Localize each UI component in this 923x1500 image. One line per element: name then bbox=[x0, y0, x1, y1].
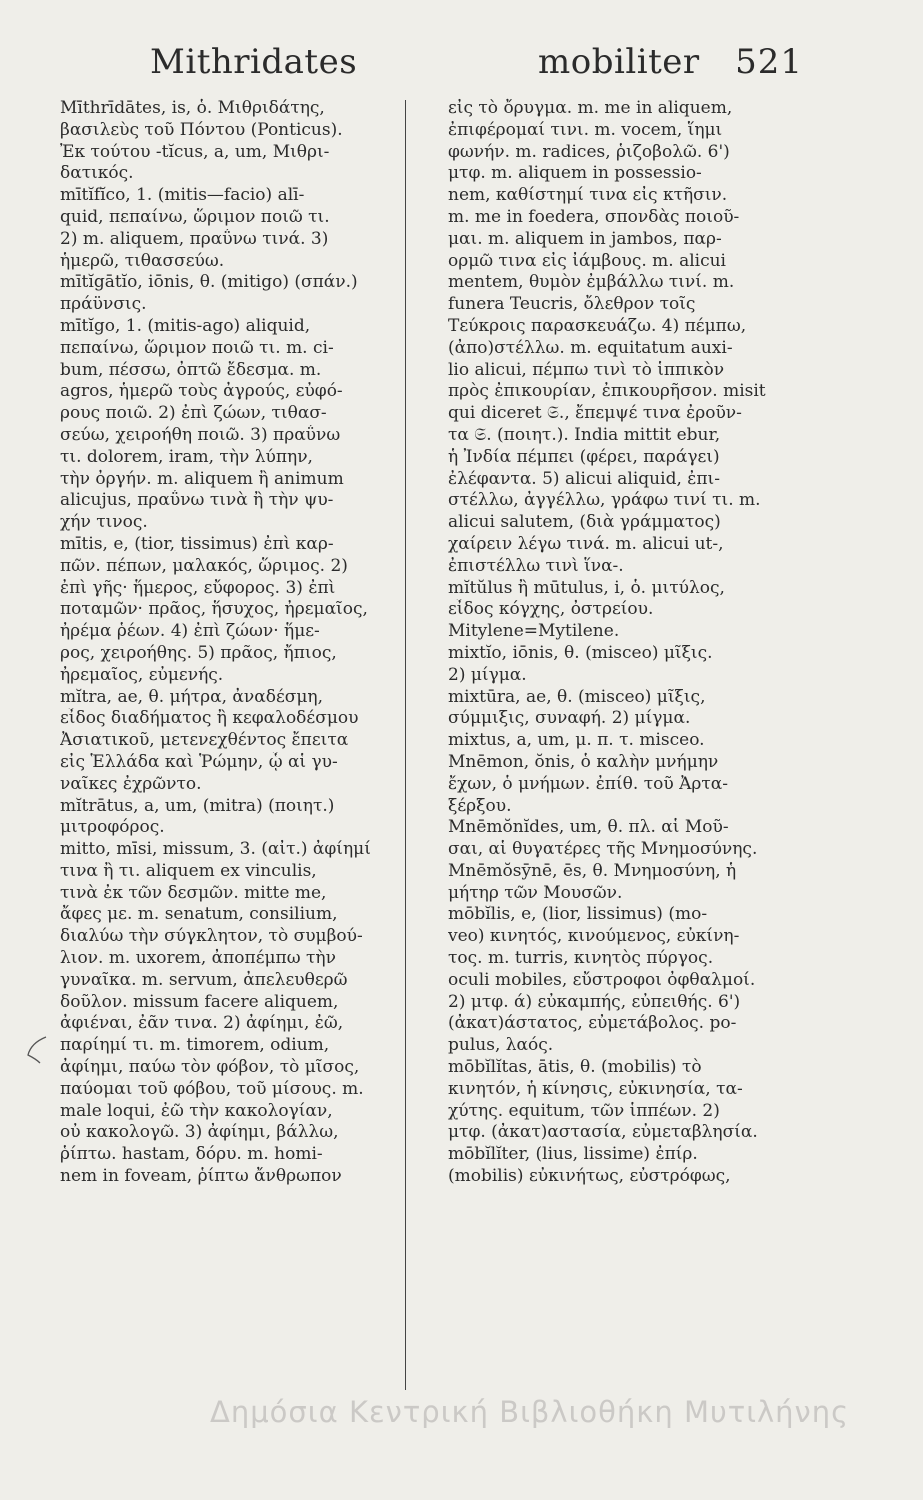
right-column-line: εἶδος κόγχης, ὀστρείου. bbox=[448, 599, 654, 620]
right-column-line: m. me in foedera, σπονδὰς ποιοῦ- bbox=[448, 206, 740, 227]
left-column-line: τινα ἢ τι. aliquem ex vinculis, bbox=[60, 860, 317, 881]
right-column-line: ξέρξου. bbox=[448, 795, 512, 816]
right-column-line: ἔχων, ὁ μνήμων. ἐπίθ. τοῦ Ἀρτα- bbox=[448, 773, 728, 794]
left-column-line: mītĭgo, 1. (mitis-ago) aliquid, bbox=[60, 315, 311, 336]
left-column-line: ἀφιέναι, ἐᾶν τινα. 2) ἀφίημι, ἐῶ, bbox=[60, 1013, 344, 1034]
right-column-line: ορμῶ τινα εἰς ἰάμβους. m. alicui bbox=[448, 250, 726, 271]
right-column-line: χύτης. equitum, τῶν ἱππέων. 2) bbox=[448, 1100, 720, 1121]
right-column-line: σαι, αἱ θυγατέρες τῆς Μνημοσύνης. bbox=[448, 839, 758, 860]
right-column-line: μήτηρ τῶν Μουσῶν. bbox=[448, 882, 623, 903]
right-column-line: funera Teucris, ὄλεθρον τοῖς bbox=[448, 294, 696, 315]
left-column-line: mĭtrātus, a, um, (mitra) (ποιητ.) bbox=[60, 795, 335, 816]
left-column-line: τι. dolorem, iram, τὴν λύπην, bbox=[60, 446, 313, 467]
left-column-line: quid, πεπαίνω, ὥριμον ποιῶ τι. bbox=[60, 206, 330, 227]
left-column-line: εἶδος διαδήματος ἢ κεφαλοδέσμου bbox=[60, 708, 359, 729]
left-column-line: παρίημί τι. m. timorem, odium, bbox=[60, 1035, 330, 1056]
header-last-entry: mobiliter bbox=[538, 42, 700, 82]
right-column-line: alicui salutem, (διὰ γράμματος) bbox=[448, 512, 721, 533]
left-column-line: μιτροφόρος. bbox=[60, 817, 165, 838]
right-column-line: μτφ. m. aliquem in possessio- bbox=[448, 163, 702, 184]
left-column-line: οὐ κακολογῶ. 3) ἀφίημι, βάλλω, bbox=[60, 1122, 339, 1143]
left-column-line: alicujus, πραΰνω τινὰ ἢ τὴν ψυ- bbox=[60, 490, 334, 511]
left-column-line: βασιλεὺς τοῦ Πόντου (Ponticus). bbox=[60, 119, 343, 140]
right-column-line: (ἀκατ)άστατος, εὐμετάβολος. po- bbox=[448, 1013, 737, 1034]
header-first-entry: Mithridates bbox=[150, 42, 358, 82]
right-column-line: Τεύκροις παρασκευάζω. 4) πέμπω, bbox=[448, 315, 747, 336]
right-column-line: mixtus, a, um, μ. π. τ. misceo. bbox=[448, 730, 705, 751]
right-column-line: pulus, λαός. bbox=[448, 1035, 554, 1056]
left-column-line: τὴν ὀργήν. m. aliquem ἢ animum bbox=[60, 468, 344, 489]
left-column-line: male loqui, ἐῶ τὴν κακολογίαν, bbox=[60, 1100, 333, 1121]
right-column-line: veo) κινητός, κινούμενος, εὐκίνη- bbox=[448, 926, 740, 947]
right-column-line: Mnēmŏsȳnē, ēs, θ. Μνημοσύνη, ἡ bbox=[448, 860, 737, 881]
left-column-line: διαλύω τὴν σύγκλητον, τὸ συμβού- bbox=[60, 926, 363, 947]
right-column-line: mixtĭo, iōnis, θ. (misceo) μῖξις. bbox=[448, 642, 713, 663]
left-column-line: πεπαίνω, ὥριμον ποιῶ τι. m. ci- bbox=[60, 337, 334, 358]
right-column-line: mōbĭlĭtas, ātis, θ. (mobilis) τὸ bbox=[448, 1057, 702, 1078]
right-column-line: μαι. m. aliquem in jambos, παρ- bbox=[448, 228, 722, 249]
right-column-line: (ἀπο)στέλλω. m. equitatum auxi- bbox=[448, 337, 733, 358]
page-number: 521 bbox=[735, 42, 803, 82]
right-column-line: mixtūra, ae, θ. (misceo) μῖξις, bbox=[448, 686, 706, 707]
right-column-line: εἰς τὸ ὄρυγμα. m. me in aliquem, bbox=[448, 98, 733, 118]
right-column bbox=[448, 98, 798, 1398]
left-column-line: γυναῖκα. m. servum, ἀπελευθερῶ bbox=[60, 969, 348, 990]
right-column-line: lio alicui, πέμπω τινὶ τὸ ἱππικὸν bbox=[448, 359, 725, 380]
page-header bbox=[110, 42, 803, 92]
right-column-line: ἐπιφέρομαί τινι. m. vocem, ἵημι bbox=[448, 119, 723, 140]
left-column-line: bum, πέσσω, ὀπτῶ ἔδεσμα. m. bbox=[60, 359, 322, 380]
left-column-line: ποταμῶν· πρᾶος, ἥσυχος, ἠρεμαῖος, bbox=[60, 599, 368, 620]
left-column-line: ἠρέμα ῥέων. 4) ἐπὶ ζώων· ἥμε- bbox=[60, 621, 320, 642]
right-column-line: τα 𝔖. (ποιητ.). India mittit ebur, bbox=[448, 424, 721, 445]
left-column-line: agros, ἡμερῶ τοὺς ἀγρούς, εὐφό- bbox=[60, 381, 343, 402]
left-column-line: Ἐκ τούτου -tĭcus, a, um, Μιθρι- bbox=[60, 141, 330, 162]
right-column-line: κινητόν, ἡ κίνησις, εὐκινησία, τα- bbox=[448, 1078, 743, 1099]
left-column-line: mītĭfĭco, 1. (mitis—facio) alī- bbox=[60, 185, 305, 206]
left-column-line: mītis, e, (tior, tissimus) ἐπὶ καρ- bbox=[60, 533, 334, 554]
right-column-line: πρὸς ἐπικουρίαν, ἐπικουρῆσον. misit bbox=[448, 381, 766, 402]
right-column-line: Mnēmŏnĭdes, um, θ. πλ. αἱ Μοῦ- bbox=[448, 817, 729, 838]
left-column bbox=[60, 98, 400, 1398]
right-column-line: σύμμιξις, συναφή. 2) μίγμα. bbox=[448, 708, 691, 729]
right-column-line: στέλλω, ἀγγέλλω, γράφω τινί τι. m. bbox=[448, 490, 761, 511]
left-column-line: ρος, χειροήθης. 5) πρᾶος, ἤπιος, bbox=[60, 642, 337, 663]
left-column-line: τινὰ ἐκ τῶν δεσμῶν. mitte me, bbox=[60, 882, 327, 903]
left-column-line: εἰς Ἑλλάδα καὶ Ῥώμην, ᾧ αἱ γυ- bbox=[60, 751, 338, 772]
right-column-line: oculi mobiles, εὔστροφοι ὀφθαλμοί. bbox=[448, 969, 756, 990]
right-column-line: mĭtŭlus ἢ mūtulus, i, ὁ. μιτύλος, bbox=[448, 577, 725, 598]
left-column-line: πῶν. πέπων, μαλακός, ὥριμος. 2) bbox=[60, 555, 348, 576]
library-watermark: Δημόσια Κεντρική Βιβλιοθήκη Μυτιλήνης bbox=[210, 1395, 850, 1429]
left-column-line: mītĭgātĭo, iōnis, θ. (mitigo) (σπάν.) bbox=[60, 272, 358, 293]
right-column-line: mōbĭlis, e, (lior, lissimus) (mo- bbox=[448, 904, 708, 925]
left-column-line: δατικός. bbox=[60, 163, 134, 184]
left-column-line: ῥίπτω. hastam, δόρυ. m. homi- bbox=[60, 1144, 323, 1165]
left-column-line: σεύω, χειροήθη ποιῶ. 3) πραΰνω bbox=[60, 424, 341, 445]
left-column-line: πράϋνσις. bbox=[60, 294, 147, 315]
right-column-line: mentem, θυμὸν ἐμβάλλω τινί. m. bbox=[448, 272, 735, 293]
right-column-line: Mitylene=Mytilene. bbox=[448, 621, 620, 642]
handwritten-mark-icon bbox=[22, 1035, 52, 1065]
left-column-line: mitto, mīsi, missum, 3. (αἰτ.) ἀφίημί bbox=[60, 839, 371, 860]
left-column-line: ἠρεμαῖος, εὐμενής. bbox=[60, 664, 224, 685]
right-column-line: ἡ Ἰνδία πέμπει (φέρει, παράγει) bbox=[448, 446, 720, 467]
right-column-line: 2) μίγμα. bbox=[448, 664, 527, 685]
right-column-line: φωνήν. m. radices, ῥιζοβολῶ. 6') bbox=[448, 141, 730, 162]
left-column-line: ναῖκες ἐχρῶντο. bbox=[60, 773, 202, 794]
right-column-line: ἐπιστέλλω τινὶ ἵνα-. bbox=[448, 555, 624, 576]
column-divider bbox=[405, 100, 406, 1390]
left-column-line: ἀφίημι, παύω τὸν φόβον, τὸ μῖσος, bbox=[60, 1057, 360, 1078]
left-column-line: ἐπὶ γῆς· ἥμερος, εὔφορος. 3) ἐπὶ bbox=[60, 577, 336, 598]
left-column-line: Mīthrīdātes, is, ὁ. Μιθριδάτης, bbox=[60, 98, 325, 118]
left-column-line: ἡμερῶ, τιθασσεύω. bbox=[60, 250, 225, 271]
left-column-line: nem in foveam, ῥίπτω ἄνθρωπον bbox=[60, 1166, 342, 1187]
right-column-line: τος. m. turris, κινητὸς πύργος. bbox=[448, 948, 714, 969]
left-column-line: χήν τινος. bbox=[60, 512, 148, 533]
right-column-line: ἐλέφαντα. 5) alicui aliquid, ἐπι- bbox=[448, 468, 720, 489]
right-column-line: (mobilis) εὐκινήτως, εὐστρόφως, bbox=[448, 1166, 731, 1187]
right-column-line: 2) μτφ. ά) εὐκαμπής, εὐπειθής. 6') bbox=[448, 991, 741, 1012]
right-column-line: qui diceret 𝔖., ἔπεμψέ τινα ἐροῦν- bbox=[448, 403, 742, 424]
right-column-line: χαίρειν λέγω τινά. m. alicui ut-, bbox=[448, 533, 724, 554]
left-column-line: παύομαι τοῦ φόβου, τοῦ μίσους. m. bbox=[60, 1078, 364, 1099]
right-column-line: μτφ. (ἀκατ)αστασία, εὐμεταβλησία. bbox=[448, 1122, 758, 1143]
left-column-line: ρους ποιῶ. 2) ἐπὶ ζώων, τιθασ- bbox=[60, 403, 327, 424]
right-column-line: mōbĭlĭter, (lius, lissime) ἐπίρ. bbox=[448, 1144, 698, 1165]
left-column-line: ἄφες με. m. senatum, consilium, bbox=[60, 904, 338, 925]
right-column-line: nem, καθίστημί τινα εἰς κτῆσιν. bbox=[448, 185, 728, 206]
right-column-line: Mnēmon, ŏnis, ὁ καλὴν μνήμην bbox=[448, 751, 719, 772]
left-column-line: mĭtra, ae, θ. μήτρα, ἀναδέσμη, bbox=[60, 686, 324, 707]
left-column-line: δοῦλον. missum facere aliquem, bbox=[60, 991, 339, 1012]
left-column-line: 2) m. aliquem, πραΰνω τινά. 3) bbox=[60, 228, 329, 249]
left-column-line: λιον. m. uxorem, ἀποπέμπω τὴν bbox=[60, 948, 336, 969]
left-column-line: Ἀσιατικοῦ, μετενεχθέντος ἔπειτα bbox=[60, 730, 349, 751]
